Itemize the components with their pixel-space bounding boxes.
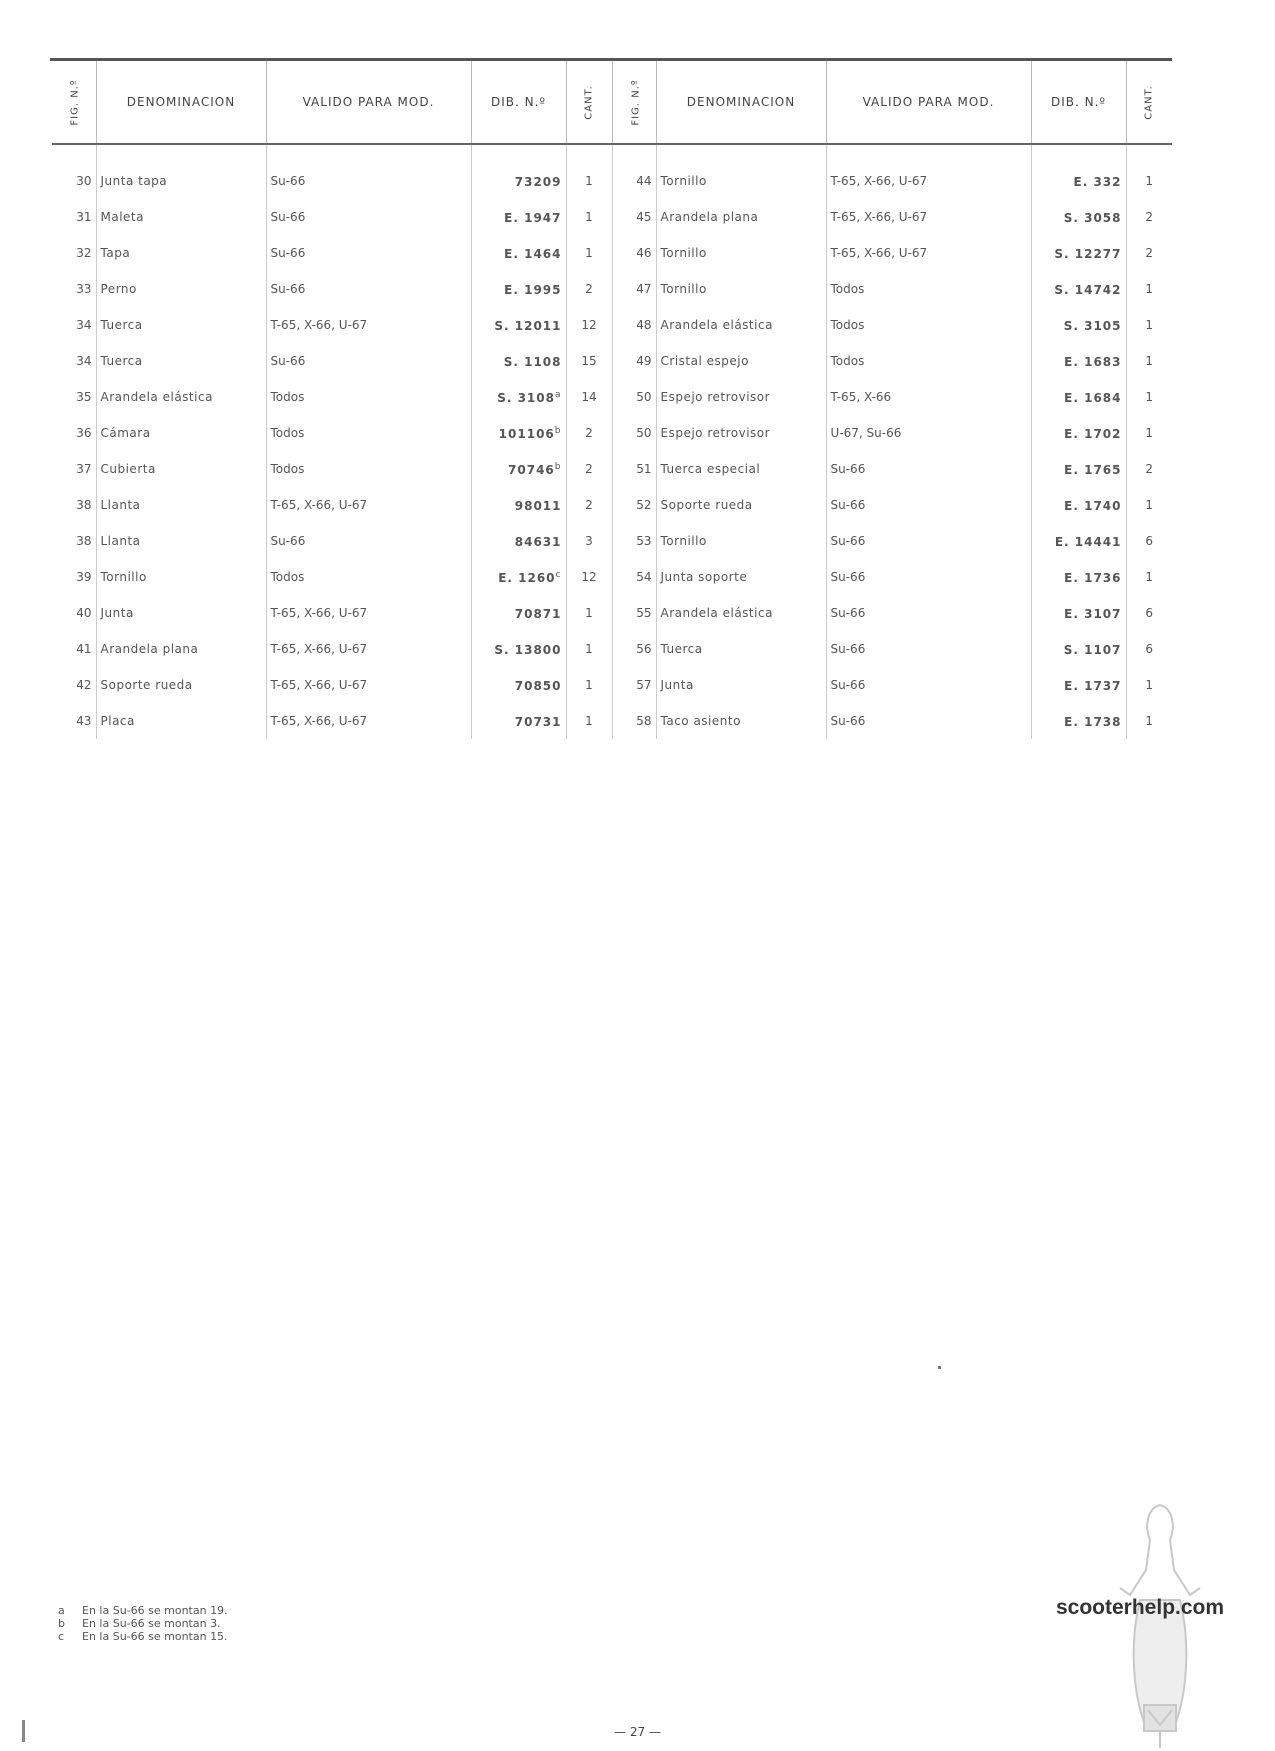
drawing-number-cell: E. 1684 <box>1031 379 1126 415</box>
denominacion-cell: Tuerca <box>96 307 266 343</box>
quantity-cell: 1 <box>1145 498 1154 512</box>
quantity-cell: 1 <box>1145 678 1154 692</box>
model-cell: T-65, X-66, U-67 <box>266 703 471 739</box>
denominacion-cell: Espejo retrovisor <box>656 415 826 451</box>
quantity-cell: 1 <box>1145 318 1154 332</box>
header-denominacion: DENOMINACION <box>96 61 266 144</box>
quantity-cell: 1 <box>1145 714 1154 728</box>
drawing-number-cell: 70746$^b$ <box>471 451 566 487</box>
model-cell: Su-66 <box>266 199 471 235</box>
drawing-number-cell: E. 1995 <box>471 271 566 307</box>
quantity-cell: 1 <box>566 144 612 199</box>
denominacion-cell: Tornillo <box>656 144 826 199</box>
quantity-cell: 1 <box>1145 570 1154 584</box>
drawing-number-cell: 84631 <box>471 523 566 559</box>
denominacion-cell: Llanta <box>96 523 266 559</box>
table-row <box>52 343 1172 379</box>
table-row <box>52 379 1172 415</box>
quantity-cell: 1 <box>566 595 612 631</box>
model-cell: T-65, X-66, U-67 <box>826 144 1031 199</box>
denominacion-cell: Junta <box>96 595 266 631</box>
drawing-number-cell: E. 1736 <box>1031 559 1126 595</box>
table-row <box>52 559 1172 595</box>
model-cell: Su-66 <box>826 703 1031 739</box>
fig-number-cell: 38 <box>52 523 96 559</box>
fig-number-cell: 40 <box>52 595 96 631</box>
drawing-number-cell: S. 12277 <box>1031 235 1126 271</box>
denominacion-cell: Taco asiento <box>656 703 826 739</box>
fig-number-cell: 36 <box>52 415 96 451</box>
model-cell: Todos <box>826 343 1031 379</box>
drawing-number-cell: E. 332 <box>1031 144 1126 199</box>
denominacion-cell: Arandela elástica <box>96 379 266 415</box>
denominacion-cell: Espejo retrovisor <box>656 379 826 415</box>
table-row <box>52 415 1172 451</box>
header-fig: FIG. N.º <box>612 61 656 144</box>
model-cell: T-65, X-66, U-67 <box>266 595 471 631</box>
fig-number-cell: 43 <box>52 703 96 739</box>
fig-number-cell: 38 <box>52 487 96 523</box>
header-dib: DIB. N.º <box>471 61 566 144</box>
fig-number-cell: 58 <box>612 703 656 739</box>
footnote: b En la Su-66 se montan 3. <box>58 1617 221 1630</box>
model-cell: Todos <box>826 307 1031 343</box>
quantity-cell: 2 <box>566 415 612 451</box>
drawing-number-cell: S. 1107 <box>1031 631 1126 667</box>
header-cant: CANT. <box>1126 61 1172 144</box>
model-cell: T-65, X-66, U-67 <box>826 199 1031 235</box>
denominacion-cell: Arandela elástica <box>656 307 826 343</box>
model-cell: T-65, X-66, U-67 <box>826 235 1031 271</box>
footnotes <box>58 1604 228 1643</box>
drawing-number-cell: S. 14742 <box>1031 271 1126 307</box>
quantity-cell: 2 <box>566 487 612 523</box>
denominacion-cell: Placa <box>96 703 266 739</box>
drawing-number-cell: 70871 <box>471 595 566 631</box>
table-row <box>52 523 1172 559</box>
fig-number-cell: 49 <box>612 343 656 379</box>
model-cell: T-65, X-66, U-67 <box>266 631 471 667</box>
denominacion-cell: Tornillo <box>656 523 826 559</box>
drawing-number-cell: E. 1683 <box>1031 343 1126 379</box>
model-cell: T-65, X-66 <box>826 379 1031 415</box>
model-cell: Su-66 <box>826 487 1031 523</box>
fig-number-cell: 53 <box>612 523 656 559</box>
table-row <box>52 631 1172 667</box>
quantity-cell: 1 <box>566 667 612 703</box>
fig-number-cell: 33 <box>52 271 96 307</box>
model-cell: Su-66 <box>826 559 1031 595</box>
fig-number-cell: 52 <box>612 487 656 523</box>
watermark-text: scooterhelp.com <box>1056 1596 1225 1619</box>
fig-number-cell: 32 <box>52 235 96 271</box>
drawing-number-cell: E. 1738 <box>1031 703 1126 739</box>
model-cell: Su-66 <box>826 595 1031 631</box>
model-cell: Su-66 <box>266 235 471 271</box>
quantity-cell: 1 <box>566 235 612 271</box>
quantity-cell: 2 <box>1145 246 1154 260</box>
denominacion-cell: Cubierta <box>96 451 266 487</box>
parts-table-body <box>52 144 1172 739</box>
footnote: c En la Su-66 se montan 15. <box>58 1630 228 1643</box>
model-cell: T-65, X-66, U-67 <box>266 487 471 523</box>
fig-number-cell: 34 <box>52 307 96 343</box>
table-row <box>52 595 1172 631</box>
drawing-number-cell: E. 1464 <box>471 235 566 271</box>
fig-number-cell: 34 <box>52 343 96 379</box>
quantity-cell: 12 <box>566 559 612 595</box>
fig-number-cell: 39 <box>52 559 96 595</box>
drawing-number-cell: E. 1947 <box>471 199 566 235</box>
fig-number-cell: 46 <box>612 235 656 271</box>
drawing-number-cell: 73209 <box>471 144 566 199</box>
drawing-number-cell: E. 3107 <box>1031 595 1126 631</box>
model-cell: Su-66 <box>826 631 1031 667</box>
fig-number-cell: 37 <box>52 451 96 487</box>
denominacion-cell: Arandela plana <box>96 631 266 667</box>
drawing-number-cell: E. 14441 <box>1031 523 1126 559</box>
model-cell: Su-66 <box>826 523 1031 559</box>
fig-number-cell: 54 <box>612 559 656 595</box>
table-row <box>52 307 1172 343</box>
fig-number-cell: 44 <box>612 144 656 199</box>
quantity-cell: 2 <box>566 451 612 487</box>
denominacion-cell: Soporte rueda <box>96 667 266 703</box>
quantity-cell: 2 <box>1145 462 1154 476</box>
quantity-cell: 1 <box>1145 282 1154 296</box>
drawing-number-cell: E. 1740 <box>1031 487 1126 523</box>
model-cell: T-65, X-66, U-67 <box>266 307 471 343</box>
table-row <box>52 667 1172 703</box>
quantity-cell: 1 <box>1145 174 1154 188</box>
fig-number-cell: 31 <box>52 199 96 235</box>
model-cell: Su-66 <box>826 451 1031 487</box>
denominacion-cell: Tuerca <box>96 343 266 379</box>
drawing-number-cell: E. 1260$^c$ <box>471 559 566 595</box>
header-dib: DIB. N.º <box>1031 61 1126 144</box>
table-row <box>52 235 1172 271</box>
header-valido: VALIDO PARA MOD. <box>826 61 1031 144</box>
denominacion-cell: Arandela elástica <box>656 595 826 631</box>
drawing-number-cell: S. 1108 <box>471 343 566 379</box>
denominacion-cell: Soporte rueda <box>656 487 826 523</box>
denominacion-cell: Tuerca <box>656 631 826 667</box>
quantity-cell: 12 <box>566 307 612 343</box>
quantity-cell: 6 <box>1145 534 1154 548</box>
drawing-number-cell: E. 1737 <box>1031 667 1126 703</box>
quantity-cell: 15 <box>566 343 612 379</box>
drawing-number-cell: S. 13800 <box>471 631 566 667</box>
quantity-cell: 6 <box>1145 606 1154 620</box>
quantity-cell: 1 <box>566 631 612 667</box>
denominacion-cell: Junta tapa <box>96 144 266 199</box>
drawing-number-cell: S. 12011 <box>471 307 566 343</box>
quantity-cell: 2 <box>566 271 612 307</box>
denominacion-cell: Cámara <box>96 415 266 451</box>
fig-number-cell: 50 <box>612 379 656 415</box>
model-cell: Todos <box>266 415 471 451</box>
model-cell: T-65, X-66, U-67 <box>266 667 471 703</box>
table-row <box>52 451 1172 487</box>
fig-number-cell: 41 <box>52 631 96 667</box>
denominacion-cell: Tornillo <box>656 271 826 307</box>
fig-number-cell: 56 <box>612 631 656 667</box>
drawing-number-cell: S. 3058 <box>1031 199 1126 235</box>
model-cell: Su-66 <box>266 343 471 379</box>
fig-number-cell: 51 <box>612 451 656 487</box>
denominacion-cell: Tuerca especial <box>656 451 826 487</box>
drawing-number-cell: 70850 <box>471 667 566 703</box>
model-cell: Todos <box>826 271 1031 307</box>
quantity-cell: 1 <box>566 703 612 739</box>
denominacion-cell: Tornillo <box>96 559 266 595</box>
model-cell: Su-66 <box>826 667 1031 703</box>
denominacion-cell: Arandela plana <box>656 199 826 235</box>
model-cell: Su-66 <box>266 144 471 199</box>
drawing-number-cell: E. 1702 <box>1031 415 1126 451</box>
scan-speck <box>938 1366 941 1369</box>
quantity-cell: 1 <box>1145 426 1154 440</box>
quantity-cell: 6 <box>1145 642 1154 656</box>
drawing-number-cell: E. 1765 <box>1031 451 1126 487</box>
quantity-cell: 3 <box>566 523 612 559</box>
table-row <box>52 199 1172 235</box>
denominacion-cell: Maleta <box>96 199 266 235</box>
header-valido: VALIDO PARA MOD. <box>266 61 471 144</box>
denominacion-cell: Tapa <box>96 235 266 271</box>
header-denominacion: DENOMINACION <box>656 61 826 144</box>
quantity-cell: 1 <box>1145 354 1154 368</box>
footnote-marker: b <box>554 461 562 472</box>
denominacion-cell: Junta <box>656 667 826 703</box>
drawing-number-cell: 98011 <box>471 487 566 523</box>
fig-number-cell: 57 <box>612 667 656 703</box>
quantity-cell: 14 <box>566 379 612 415</box>
fig-number-cell: 50 <box>612 415 656 451</box>
table-row <box>52 144 1172 199</box>
drawing-number-cell: 101106$^b$ <box>471 415 566 451</box>
denominacion-cell: Tornillo <box>656 235 826 271</box>
drawing-number-cell: S. 3105 <box>1031 307 1126 343</box>
fig-number-cell: 42 <box>52 667 96 703</box>
scooter-logo-icon <box>1100 1500 1220 1750</box>
table-header-row <box>52 61 1172 144</box>
fig-number-cell: 48 <box>612 307 656 343</box>
header-cant: CANT. <box>566 61 612 144</box>
model-cell: U-67, Su-66 <box>826 415 1031 451</box>
table-row <box>52 487 1172 523</box>
footnote-marker: c <box>555 569 562 580</box>
quantity-cell: 2 <box>1145 210 1154 224</box>
table-row <box>52 703 1172 739</box>
denominacion-cell: Perno <box>96 271 266 307</box>
fig-number-cell: 35 <box>52 379 96 415</box>
quantity-cell: 1 <box>1145 390 1154 404</box>
drawing-number-cell: S. 3108$^a$ <box>471 379 566 415</box>
model-cell: Todos <box>266 451 471 487</box>
denominacion-cell: Junta soporte <box>656 559 826 595</box>
fig-number-cell: 30 <box>52 144 96 199</box>
fig-number-cell: 47 <box>612 271 656 307</box>
header-fig: FIG. N.º <box>52 61 96 144</box>
model-cell: Todos <box>266 379 471 415</box>
drawing-number-cell: 70731 <box>471 703 566 739</box>
model-cell: Todos <box>266 559 471 595</box>
page-number: — 27 — <box>614 1725 661 1739</box>
footnote: a En la Su-66 se montan 19. <box>58 1604 228 1617</box>
footnote-marker: b <box>554 425 562 436</box>
quantity-cell: 1 <box>566 199 612 235</box>
parts-table <box>52 61 1172 739</box>
denominacion-cell: Cristal espejo <box>656 343 826 379</box>
fig-number-cell: 45 <box>612 199 656 235</box>
denominacion-cell: Llanta <box>96 487 266 523</box>
footnote-marker: a <box>554 389 562 400</box>
model-cell: Su-66 <box>266 271 471 307</box>
table-row <box>52 271 1172 307</box>
model-cell: Su-66 <box>266 523 471 559</box>
fig-number-cell: 55 <box>612 595 656 631</box>
